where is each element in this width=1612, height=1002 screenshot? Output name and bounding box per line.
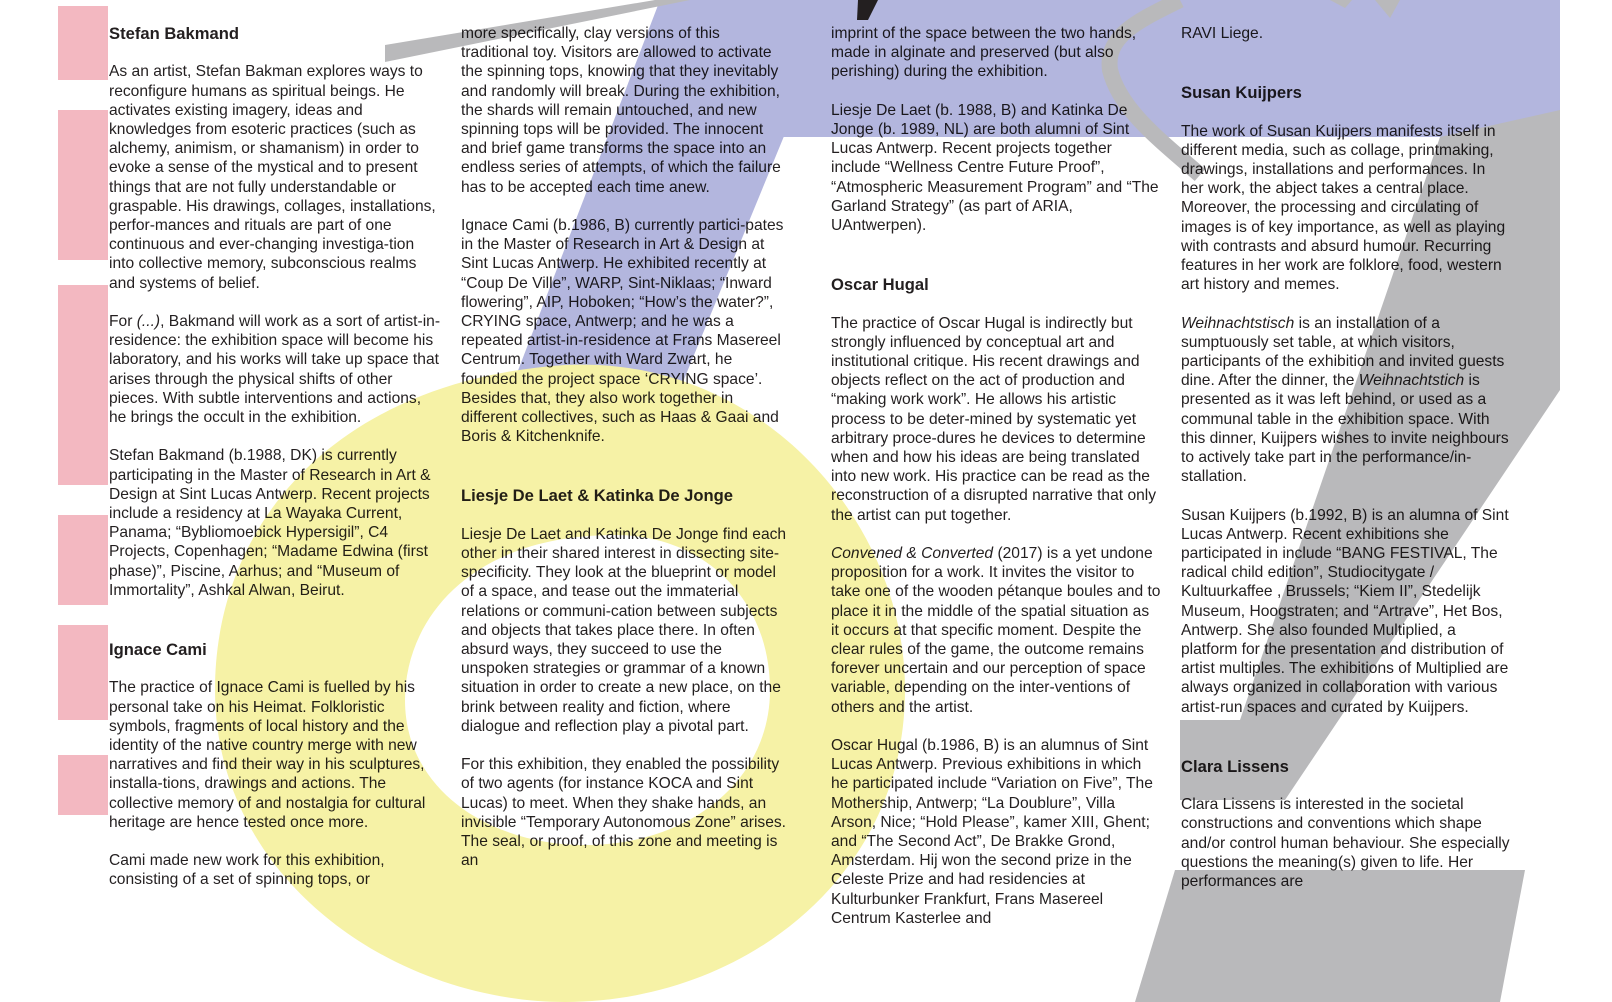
de-laet-de-jonge-bio: Liesje De Laet (b. 1988, B) and Katinka De Jonge (b. 1989, NL) are both alumni of Sint Lucas Antwerp. Recent projects together include “Wellness Centre Future Proof”, “Atmospheric Measurement Program” and “The Garland Strategy” (as part of ARIA, UAntwerpen). bbox=[831, 101, 1159, 235]
heading-ignace-cami: Ignace Cami bbox=[109, 640, 207, 660]
pink-bar-6 bbox=[58, 755, 108, 815]
bakmand-exhibition-prefix: For bbox=[109, 313, 137, 331]
kuijpers-work-title: Weihnachtstisch bbox=[1181, 314, 1295, 332]
kuijpers-work-title-2: Weihnachtstich bbox=[1358, 372, 1465, 390]
bakmand-exhibition bbox=[109, 312, 441, 427]
bakmand-intro: As an artist, Stefan Bakman explores ways to reconfigure humans as spiritual beings. He activates existing imagery, ideas and knowledges from esoteric practices (such as alchemy, animism, or shamanism) in order to evoke a sense of the mystical and to present things that are not fully understandable or graspable. His drawings, collages, installations, perfor-mances and rituals are part of one continuous and ever-changing investiga-tion into collective memory, subconscious realms and systems of belief. bbox=[109, 63, 436, 292]
heading-susan-kuijpers: Susan Kuijpers bbox=[1181, 83, 1302, 103]
hugal-work-title: Convened & Converted bbox=[831, 545, 994, 563]
kuijpers-work-mid: is an installation of a sumptuously set table, at which visitors, participants of the exhibition and invited guests dine. After the dinner, the bbox=[1181, 314, 1505, 390]
cami-intro: The practice of Ignace Cami is fuelled by his personal take on his Heimat. Folkloristic symbols, fragments of local history and the identity of the native country merge with new narratives and find their way in his sculptures, installa-tions, drawings and actions. The collective memory of and nostalgia for cultural heritage are hence tested once more. bbox=[109, 679, 426, 831]
column-2 bbox=[461, 24, 791, 890]
bakmand-bio: Stefan Bakmand (b.1988, DK) is currently participating in the Master of Research in Art & Design at Sint Lucas Antwerp. Recent projects include a residency at La Wayaka Current, Panama; “Bybliomoebick Hypersigil”, C4 Projects, Copenhagen; “Madame Edwina (first phase)”, Piscine, Aarhus; and “Museum of Immortality”, Ashkal Alwan, Beirut. bbox=[109, 447, 431, 599]
cami-bio: Ignace Cami (b.1986, B) currently partici-pates in the Master of Research in Art & Design at Sint Lucas Antwerp. He exhibited recently at “Coup De Ville”, WARP, Sint-Niklaas; “Inward flowering”, AIP, Hoboken; “How’s the water?”, CRYING space, Antwerp; and he was a repeated artist-in-residence at Frans Masereel Centrum. Together with Ward Zwart, he founded the project space ‘CRYING space’. Besides that, they also work together in different collectives, such as Haas & Gaai and Boris & Kitchenknife. bbox=[461, 217, 784, 446]
hugal-work bbox=[831, 544, 1161, 717]
column-3 bbox=[831, 24, 1161, 947]
heading-clara-lissens: Clara Lissens bbox=[1181, 756, 1289, 776]
heading-stefan-bakmand: Stefan Bakmand bbox=[109, 24, 240, 43]
pink-letter-shapes bbox=[58, 6, 108, 815]
heading-de-laet-de-jonge: Liesje De Laet & Katinka De Jonge bbox=[461, 486, 734, 506]
bakmand-exhibition-rest: , Bakmand will work as a sort of artist-in-residence: the exhibition space will become his laboratory, and his works will take up space that arises through the physical shifts of other pieces. With subtle interventions and actions, he brings the occult in the exhibition. bbox=[109, 313, 441, 427]
kuijpers-intro: The work of Susan Kuijpers manifests itself in different media, such as collage, printmaking, drawings, installations and performances. In her work, the abject takes a central place. Moreover, the processing and circulating of images is of key importance, as well as playing with contrasts and absurd humour. Recurring features in her work are folklore, food, western art history and memes. bbox=[1181, 122, 1506, 294]
cami-work-start: Cami made new work for this exhibition, consisting of a set of spinning tops, or bbox=[109, 852, 385, 889]
hugal-intro: The practice of Oscar Hugal is indirectly but strongly influenced by conceptual art and institutional critique. His recent drawings and objects reflect on the act of production and “making work work”. He allows his artistic process to be deter-mined by systematic yet arbitrary proce-dures he devices to determine when and how his ideas are being translated into new work. His practice can be read as the reconstruction of a disrupted narrative that only the artist can put together. bbox=[831, 314, 1157, 524]
pink-bar-2 bbox=[58, 110, 108, 260]
hugal-work-rest: (2017) is a yet undone proposition for a work. It invites the visitor to take one of the wooden pétanque boules and to place it in the middle of the spatial situation as it occurs at that specific moment. Despite the clear rules of the game, the outcome remains forever uncertain and our perception of space variable, depending on the inter-ventions of others and the artist. bbox=[831, 545, 1161, 716]
hugal-bio-cont: RAVI Liege. bbox=[1181, 25, 1264, 42]
heading-oscar-hugal: Oscar Hugal bbox=[831, 275, 929, 295]
pink-bar-3 bbox=[58, 285, 108, 485]
exhibition-title: (...) bbox=[136, 313, 161, 331]
column-1 bbox=[109, 24, 441, 909]
hugal-bio: Oscar Hugal (b.1986, B) is an alumnus of Sint Lucas Antwerp. Previous exhibitions in which he participated include “Variation on Five”, The Mothership, Antwerp; “La Doublure”, Villa Arson, Nice; “Hold Please”, kamer XIII, Ghent; and “The Second Act”, De Brakke Grond, Amsterdam. Hij won the second prize in the Celeste Prize and had residencies at Kulturbunker Frankfurt, Frans Masereel Centrum Kasterlee and bbox=[831, 737, 1153, 927]
cami-work-cont: more specifically, clay versions of this traditional toy. Visitors are allowed to activate the spinning tops, knowing that they inevitably and randomly will break. During the exhibition, the shards will remain untouched, and new spinning tops will be provided. The innocent and brief game transforms the space into an endless series of attempts, of which the failure has to be accepted each time anew. bbox=[461, 25, 781, 196]
pink-bar-5 bbox=[58, 625, 108, 720]
column-4 bbox=[1181, 24, 1511, 910]
kuijpers-work bbox=[1181, 314, 1511, 487]
kuijpers-work-rest: is presented as it was left behind, or used as a communal table in the exhibition space. With this dinner, Kuijpers wishes to invite neighbours to actively take part in the performance/in-stallation. bbox=[1181, 372, 1509, 486]
de-laet-de-jonge-work-start: For this exhibition, they enabled the possibility of two agents (for instance KOCA and Sint Lucas) to meet. When they shake hands, an invisible “Temporary Autonomous Zone” arises. The seal, or proof, of this zone and meeting is an bbox=[461, 756, 787, 870]
de-laet-de-jonge-intro: Liesje De Laet and Katinka De Jonge find each other in their shared interest in dissecting site-specificity. They look at the blueprint or model of a space, and tease out the immaterial relations or communi-cation between subjects and objects that takes place there. In often absurd ways, they succeed to use the unspoken strategies or grammar of a known situation in order to create a new place, on the brink between reality and fiction, where dialogue and reflection play a pivotal part. bbox=[461, 525, 787, 735]
lissens-intro: Clara Lissens is interested in the societal constructions and conventions which shape and/or control human behaviour. She especially questions the meaning(s) given to life. Her performances are bbox=[1181, 796, 1510, 891]
pink-bar-4 bbox=[58, 515, 108, 605]
de-laet-de-jonge-work-cont: imprint of the space between the two hands, made in alginate and preserved (but also perishing) during the exhibition. bbox=[831, 25, 1137, 81]
pink-bar-top bbox=[58, 6, 108, 80]
kuijpers-bio: Susan Kuijpers (b.1992, B) is an alumna of Sint Lucas Antwerp. Recent exhibitions she participated in include “BANG FESTIVAL, The radical child edition”, Studiocitygate / Kultuurkaffee , Brussels; “Kiem II”, Stedelijk Museum, Hoogstraten; and “Artrave”, Het Bos, Antwerp. She also founded Multiplied, a platform for the presentation and distribution of artist multiples. The exhibitions of Multiplied are always organized in collaboration with various artist-run spaces and curated by Kuijpers. bbox=[1181, 506, 1509, 716]
